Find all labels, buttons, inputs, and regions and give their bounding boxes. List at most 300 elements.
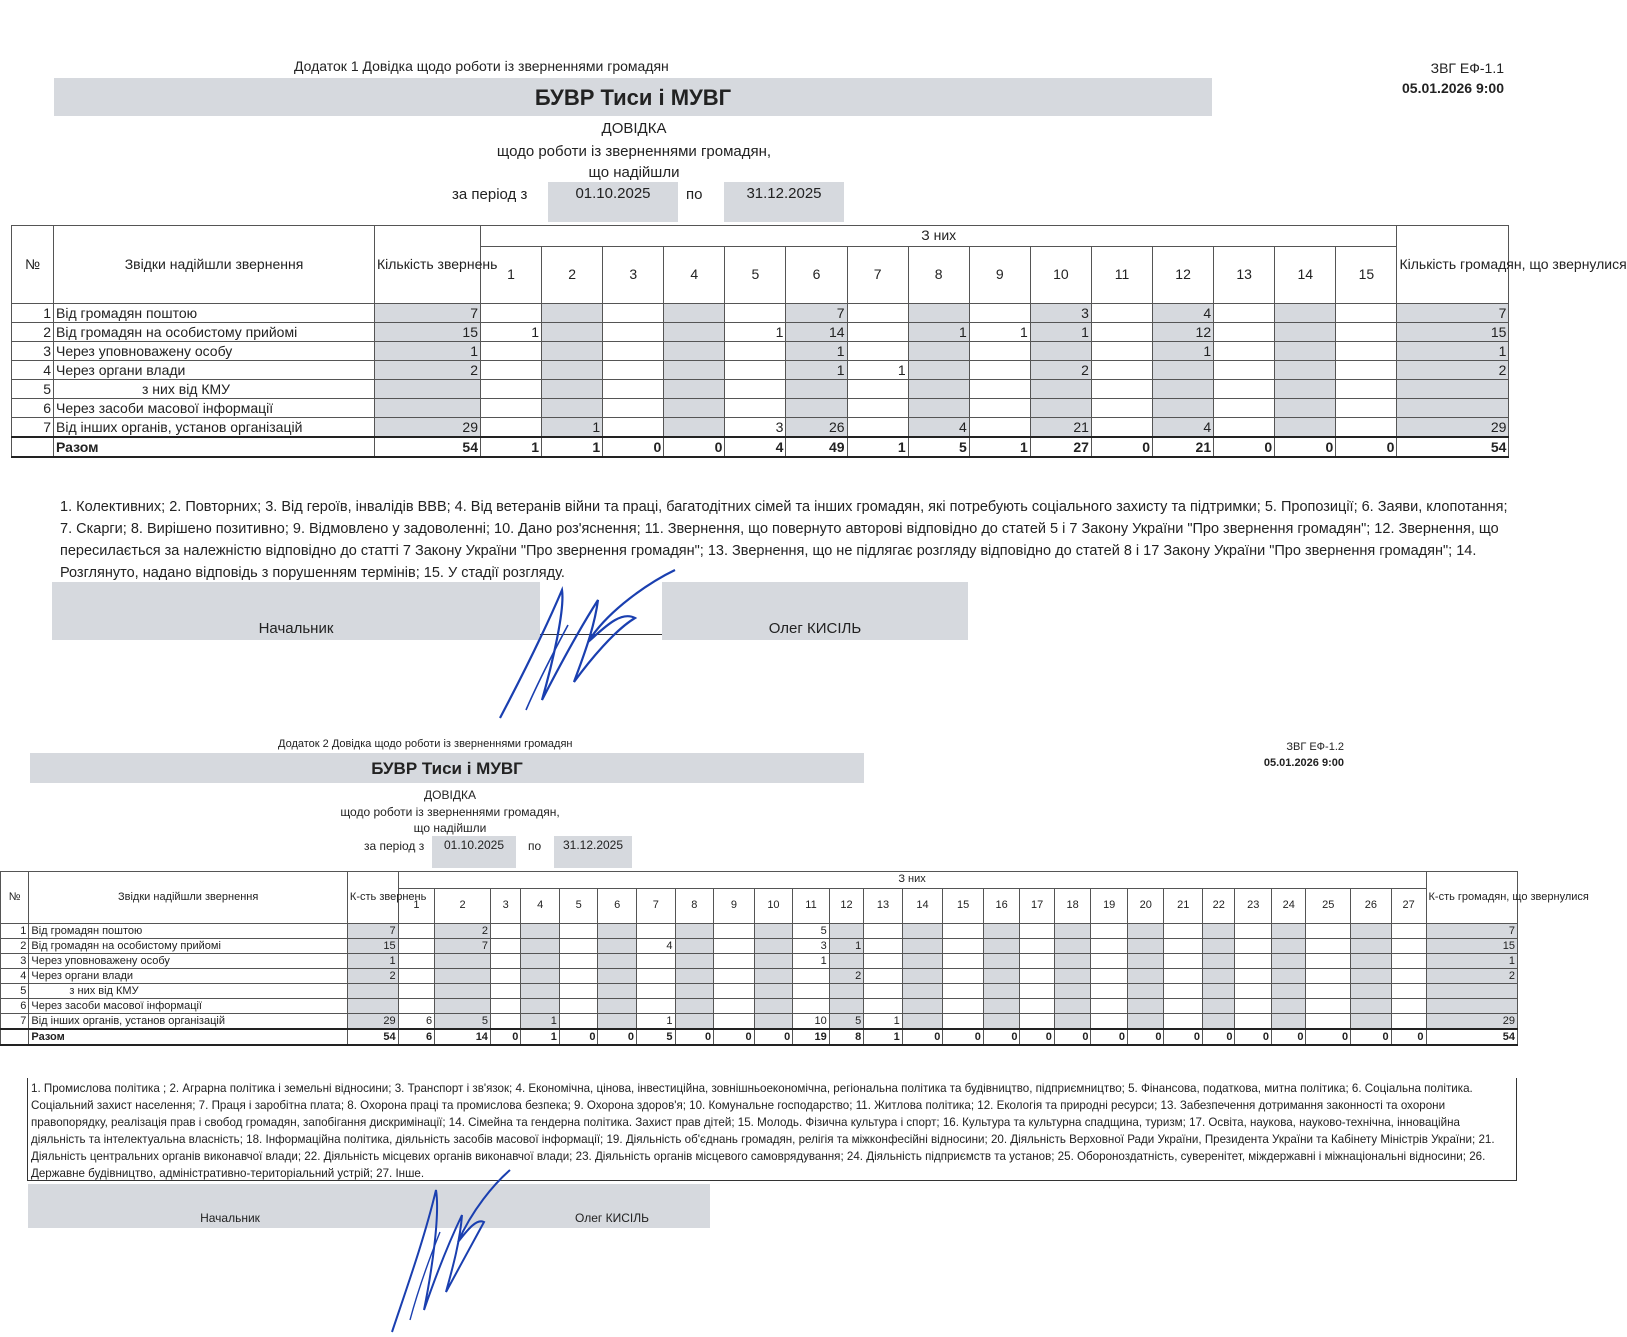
header-count: К-сть звернень	[347, 872, 398, 924]
form1-period-label: за період з	[452, 186, 528, 203]
total-cell: 0	[664, 437, 725, 457]
row-cell	[725, 342, 786, 361]
total-cell: 1	[481, 437, 542, 457]
row-cell	[398, 984, 435, 999]
row-cell	[598, 924, 637, 939]
row-cell	[490, 1014, 520, 1030]
row-cell	[1203, 954, 1235, 969]
form2-period-to: 31.12.2025	[554, 836, 632, 868]
row-cell	[864, 939, 903, 954]
row-cell	[1235, 984, 1272, 999]
header-col: 4	[521, 889, 560, 924]
form1-subtitle2: що надійшли	[588, 164, 680, 181]
row-number: 4	[1, 969, 29, 984]
total-count: 54	[375, 437, 481, 457]
header-col: 13	[864, 889, 903, 924]
row-cell: 2	[829, 969, 863, 984]
row-cell: 1	[793, 954, 830, 969]
row-cell: 1	[829, 939, 863, 954]
form2-period-label: за період з	[364, 839, 425, 853]
header-col: 22	[1203, 889, 1235, 924]
row-cell: 3	[1030, 304, 1091, 323]
row-citizens: 1	[1426, 954, 1517, 969]
row-citizens	[1426, 999, 1517, 1014]
row-cell	[943, 969, 984, 984]
header-count: Кількість звернень	[375, 226, 481, 304]
row-cell: 4	[1153, 418, 1214, 438]
total-cell: 1	[542, 437, 603, 457]
row-cell	[1351, 954, 1392, 969]
header-col: 6	[786, 247, 847, 304]
form2-subtitle1: щодо роботи із зверненнями громадян,	[340, 805, 560, 819]
form1-signer-position: Начальник	[258, 620, 334, 637]
row-cell	[847, 304, 908, 323]
row-cell	[1271, 984, 1305, 999]
row-cell: 1	[864, 1014, 903, 1030]
row-cell	[983, 969, 1020, 984]
row-cell	[398, 999, 435, 1014]
row-cell	[1203, 984, 1235, 999]
row-count: 2	[347, 969, 398, 984]
row-cell	[714, 1014, 755, 1030]
row-cell	[1271, 969, 1305, 984]
table-row	[1, 954, 1518, 969]
total-cell: 49	[786, 437, 847, 457]
row-cell: 1	[969, 323, 1030, 342]
row-cell	[542, 399, 603, 418]
row-cell	[1336, 418, 1397, 438]
row-cell	[793, 969, 830, 984]
row-cell	[969, 304, 1030, 323]
row-citizens	[1397, 380, 1509, 399]
row-citizens: 29	[1426, 1014, 1517, 1030]
row-cell	[675, 954, 714, 969]
row-label: Від громадян на особистому прийомі	[54, 323, 375, 342]
row-cell	[829, 999, 863, 1014]
total-count: 54	[347, 1029, 398, 1045]
header-col: 13	[1214, 247, 1275, 304]
header-col: 17	[1020, 889, 1054, 924]
form1-signature-icon	[490, 570, 690, 720]
row-count	[375, 399, 481, 418]
header-col: 11	[793, 889, 830, 924]
row-cell	[521, 969, 560, 984]
row-cell	[864, 984, 903, 999]
row-cell: 5	[793, 924, 830, 939]
row-cell	[598, 969, 637, 984]
row-cell	[1271, 1014, 1305, 1030]
row-cell: 1	[637, 1014, 676, 1030]
row-cell	[481, 380, 542, 399]
row-cell: 4	[908, 418, 969, 438]
row-cell: 12	[1153, 323, 1214, 342]
row-cell	[714, 924, 755, 939]
header-col: 10	[1030, 247, 1091, 304]
total-cell: 0	[1336, 437, 1397, 457]
header-col: 3	[490, 889, 520, 924]
row-cell	[1091, 1014, 1128, 1030]
row-citizens: 1	[1397, 342, 1509, 361]
row-cell	[1275, 361, 1336, 380]
total-cell: 0	[1214, 437, 1275, 457]
row-cell	[637, 924, 676, 939]
form1-signer-name: Олег КИСІЛЬ	[768, 620, 862, 637]
total-cell: 4	[725, 437, 786, 457]
row-cell: 1	[908, 323, 969, 342]
form1-doc-title: ДОВІДКА	[601, 120, 667, 137]
total-cell: 0	[603, 437, 664, 457]
row-cell	[559, 969, 598, 984]
row-citizens: 15	[1397, 323, 1509, 342]
header-col: 15	[943, 889, 984, 924]
row-label: Через засоби масової інформації	[29, 999, 348, 1014]
row-cell	[864, 999, 903, 1014]
row-cell	[864, 924, 903, 939]
row-cell	[490, 999, 520, 1014]
row-cell	[1214, 361, 1275, 380]
row-cell: 3	[725, 418, 786, 438]
row-cell	[1336, 342, 1397, 361]
row-cell	[847, 342, 908, 361]
row-cell	[969, 380, 1030, 399]
row-cell	[637, 999, 676, 1014]
row-cell	[943, 924, 984, 939]
row-cell	[908, 380, 969, 399]
row-cell: 4	[1153, 304, 1214, 323]
row-citizens: 2	[1426, 969, 1517, 984]
row-cell	[598, 1014, 637, 1030]
row-cell	[664, 361, 725, 380]
row-cell	[559, 939, 598, 954]
header-col: 5	[559, 889, 598, 924]
total-cell: 0	[1235, 1029, 1272, 1045]
row-label: Від інших органів, установ організацій	[29, 1014, 348, 1030]
row-cell	[902, 969, 943, 984]
header-row	[12, 226, 1509, 247]
row-cell	[1306, 1014, 1351, 1030]
form2-table	[0, 871, 1589, 1046]
row-cell	[1164, 999, 1203, 1014]
row-cell	[664, 418, 725, 438]
total-cell: 0	[598, 1029, 637, 1045]
row-cell	[1054, 954, 1091, 969]
row-cell	[725, 380, 786, 399]
row-cell: 1	[725, 323, 786, 342]
row-number: 1	[1, 924, 29, 939]
row-cell	[1336, 361, 1397, 380]
table-row	[12, 342, 1509, 361]
row-cell	[908, 304, 969, 323]
form2-appendix: Додаток 2 Довідка щодо роботи із зверненнями громадян	[278, 738, 573, 750]
row-cell	[1214, 342, 1275, 361]
row-cell	[1030, 380, 1091, 399]
table-row	[12, 399, 1509, 418]
row-cell	[664, 304, 725, 323]
row-cell	[1275, 380, 1336, 399]
row-citizens: 29	[1397, 418, 1509, 438]
header-col: 14	[1275, 247, 1336, 304]
row-cell	[1275, 418, 1336, 438]
row-cell	[1235, 1014, 1272, 1030]
row-cell	[1275, 304, 1336, 323]
header-col: 21	[1164, 889, 1203, 924]
header-col: 26	[1351, 889, 1392, 924]
row-cell	[1030, 399, 1091, 418]
header-col: 8	[675, 889, 714, 924]
header-col: 7	[637, 889, 676, 924]
header-citizens: Кількість громадян, що звернулися	[1397, 226, 1509, 304]
form2-period-to-label: по	[528, 839, 542, 853]
row-cell	[1351, 999, 1392, 1014]
row-cell	[603, 418, 664, 438]
total-cell: 0	[1091, 1029, 1128, 1045]
total-cell: 0	[902, 1029, 943, 1045]
table-row	[12, 380, 1509, 399]
row-cell	[1203, 924, 1235, 939]
row-cell	[829, 954, 863, 969]
row-cell	[521, 924, 560, 939]
row-count: 1	[347, 954, 398, 969]
row-cell: 7	[786, 304, 847, 323]
row-cell	[1271, 954, 1305, 969]
header-col: 11	[1091, 247, 1152, 304]
form1-org-title: БУВР Тиси і МУВГ	[54, 78, 1212, 116]
header-col: 24	[1271, 889, 1305, 924]
form1-period-to: 31.12.2025	[724, 182, 844, 222]
row-cell	[1153, 361, 1214, 380]
row-cell	[1214, 380, 1275, 399]
row-cell	[1306, 969, 1351, 984]
row-cell	[1306, 999, 1351, 1014]
row-cell	[521, 939, 560, 954]
total-row	[12, 437, 1509, 457]
row-cell	[542, 304, 603, 323]
total-cell: 1	[847, 437, 908, 457]
row-number: 1	[12, 304, 54, 323]
row-number: 2	[12, 323, 54, 342]
row-cell	[1164, 924, 1203, 939]
row-cell	[1091, 361, 1152, 380]
row-cell	[542, 361, 603, 380]
row-cell	[481, 418, 542, 438]
row-cell	[1351, 924, 1392, 939]
row-cell	[598, 954, 637, 969]
row-cell	[1306, 954, 1351, 969]
total-cell: 0	[1391, 1029, 1426, 1045]
row-cell	[1351, 939, 1392, 954]
row-cell	[1306, 939, 1351, 954]
row-number: 3	[1, 954, 29, 969]
row-citizens: 2	[1397, 361, 1509, 380]
row-cell	[1020, 954, 1054, 969]
row-cell	[793, 984, 830, 999]
row-cell: 1	[521, 1014, 560, 1030]
form1-subtitle1: щодо роботи із зверненнями громадян,	[496, 143, 772, 160]
row-label: Через уповноважену особу	[54, 342, 375, 361]
header-col: 5	[725, 247, 786, 304]
row-number: 3	[12, 342, 54, 361]
table-row	[1, 939, 1518, 954]
row-cell	[398, 969, 435, 984]
form2-legend: 1. Промислова політика ; 2. Аграрна політика і земельні відносини; 3. Транспорт і зв'язок; 4. Економічна, цінова, інвестиційна, зовнішньоекономічна, регіональна політика та будівництво, підприємництво; 5. Фінансова, податкова, митна політика; 6. Соціальна політика. Соціальний захист населення; 7. Праця і заробітна плата; 8. Охорона праці та промислова безпека; 9. Охорона здоров'я; 10. Комунальне господарство; 11. Житлова політика; 12. Екологія та природні ресурси; 13. Забезпечення дотримання законності та охорони правопорядку, реалізація прав і свобод громадян, запобігання дискримінації; 14. Сімейна та гендерна політика. Захист прав дітей; 15. Молодь. Фізична культура і спорт; 16. Культура та культурна спадщина, туризм; 17. Освіта, наукова, науково-технічна, інноваційна діяльність та інтелектуальна власність; 18. Інформаційна політика, діяльність засобів масової інформації; 19. Діяльність об'єднань громадян, релігія та міжконфесійні відносини; 20. Діяльність Верховної Ради України, Президента України та Кабінету Міністрів України; 21. Діяльність центральних органів виконавчої влади; 22. Діяльність місцевих органів виконавчої влади; 23. Діяльність органів місцевого самоврядування; 24. Діяльність підприємств та установ; 25. Обороноздатність, суверенітет, міждержавні і міжнаціональні відносини; 26. Державне будівництво, адміністративно-територіальний устрій; 27. Інше.	[31, 1082, 1495, 1180]
form2-signature-icon	[384, 1170, 514, 1335]
header-col: 9	[714, 889, 755, 924]
row-cell	[435, 999, 491, 1014]
form1-code: ЗВГ ЕФ-1.1	[1430, 60, 1504, 76]
row-cell	[1271, 939, 1305, 954]
row-number: 2	[1, 939, 29, 954]
row-cell	[603, 304, 664, 323]
total-cell: 0	[1164, 1029, 1203, 1045]
header-of-them: З них	[398, 872, 1426, 889]
row-cell	[714, 954, 755, 969]
row-label: Через органи влади	[29, 969, 348, 984]
row-cell	[1203, 999, 1235, 1014]
row-cell: 2	[1030, 361, 1091, 380]
total-cell: 5	[637, 1029, 676, 1045]
row-cell	[542, 380, 603, 399]
row-label: Через уповноважену особу	[29, 954, 348, 969]
row-cell	[490, 924, 520, 939]
row-cell	[1164, 969, 1203, 984]
row-cell	[675, 984, 714, 999]
header-col: 25	[1306, 889, 1351, 924]
row-cell	[864, 969, 903, 984]
header-col: 12	[829, 889, 863, 924]
row-cell	[1275, 342, 1336, 361]
row-cell	[1127, 969, 1164, 984]
row-cell	[969, 361, 1030, 380]
row-cell	[1091, 939, 1128, 954]
row-citizens: 7	[1397, 304, 1509, 323]
row-cell	[603, 342, 664, 361]
row-cell	[1091, 984, 1128, 999]
row-cell	[664, 399, 725, 418]
row-cell	[603, 323, 664, 342]
total-citizens: 54	[1397, 437, 1509, 457]
row-cell	[559, 954, 598, 969]
total-row	[1, 1029, 1518, 1045]
row-cell	[786, 380, 847, 399]
row-cell: 7	[435, 939, 491, 954]
row-cell	[902, 999, 943, 1014]
row-cell	[1336, 304, 1397, 323]
table-row	[12, 323, 1509, 342]
row-cell	[1127, 939, 1164, 954]
row-cell	[714, 939, 755, 954]
row-cell: 5	[829, 1014, 863, 1030]
row-cell	[675, 1014, 714, 1030]
row-cell	[490, 984, 520, 999]
row-cell: 1	[786, 342, 847, 361]
table-row	[1, 924, 1518, 939]
row-cell	[754, 1014, 793, 1030]
form1-appendix: Додаток 1 Довідка щодо роботи із зверненнями громадян	[294, 58, 669, 74]
total-label: Разом	[29, 1029, 348, 1045]
row-cell	[725, 304, 786, 323]
table-row	[12, 361, 1509, 380]
header-col: 20	[1127, 889, 1164, 924]
row-cell	[675, 939, 714, 954]
row-label: Від інших органів, установ організацій	[54, 418, 375, 438]
row-cell	[983, 939, 1020, 954]
row-cell	[559, 999, 598, 1014]
row-number: 7	[12, 418, 54, 438]
row-cell	[969, 418, 1030, 438]
header-col: 3	[603, 247, 664, 304]
header-col: 4	[664, 247, 725, 304]
row-cell	[1020, 939, 1054, 954]
row-cell	[1391, 954, 1426, 969]
row-cell	[435, 984, 491, 999]
row-cell	[1271, 999, 1305, 1014]
total-cell: 27	[1030, 437, 1091, 457]
row-cell	[1091, 418, 1152, 438]
header-col: 27	[1391, 889, 1426, 924]
row-cell	[598, 984, 637, 999]
table-row	[1, 984, 1518, 999]
row-cell	[983, 984, 1020, 999]
row-cell	[675, 969, 714, 984]
total-cell: 1	[864, 1029, 903, 1045]
row-cell	[983, 1014, 1020, 1030]
row-cell	[1203, 1014, 1235, 1030]
total-cell: 0	[1054, 1029, 1091, 1045]
row-number: 6	[12, 399, 54, 418]
row-cell	[521, 984, 560, 999]
row-cell	[847, 380, 908, 399]
row-cell	[1030, 342, 1091, 361]
table-row	[1, 999, 1518, 1014]
row-cell	[521, 999, 560, 1014]
row-cell	[1235, 954, 1272, 969]
row-cell	[490, 954, 520, 969]
row-cell	[1020, 1014, 1054, 1030]
row-cell	[542, 323, 603, 342]
row-cell: 21	[1030, 418, 1091, 438]
header-col: 16	[983, 889, 1020, 924]
row-cell	[1091, 342, 1152, 361]
row-cell	[1054, 924, 1091, 939]
table-row	[12, 418, 1509, 438]
row-cell	[1391, 984, 1426, 999]
row-cell	[481, 399, 542, 418]
row-cell	[983, 999, 1020, 1014]
row-count: 29	[347, 1014, 398, 1030]
header-col: 8	[908, 247, 969, 304]
row-cell	[1091, 999, 1128, 1014]
row-cell	[829, 984, 863, 999]
header-col: 10	[754, 889, 793, 924]
row-cell: 10	[793, 1014, 830, 1030]
row-cell	[1235, 999, 1272, 1014]
form2-period-from: 01.10.2025	[432, 836, 516, 868]
row-cell	[1054, 1014, 1091, 1030]
form2-signer-position: Начальник	[200, 1211, 260, 1225]
row-cell	[902, 939, 943, 954]
row-cell	[754, 969, 793, 984]
row-cell	[435, 954, 491, 969]
row-cell	[943, 939, 984, 954]
total-cell: 0	[1203, 1029, 1235, 1045]
row-cell	[943, 1014, 984, 1030]
row-citizens	[1397, 399, 1509, 418]
row-cell	[521, 954, 560, 969]
row-count: 29	[375, 418, 481, 438]
header-col: 6	[598, 889, 637, 924]
row-cell	[1214, 418, 1275, 438]
total-cell: 8	[829, 1029, 863, 1045]
